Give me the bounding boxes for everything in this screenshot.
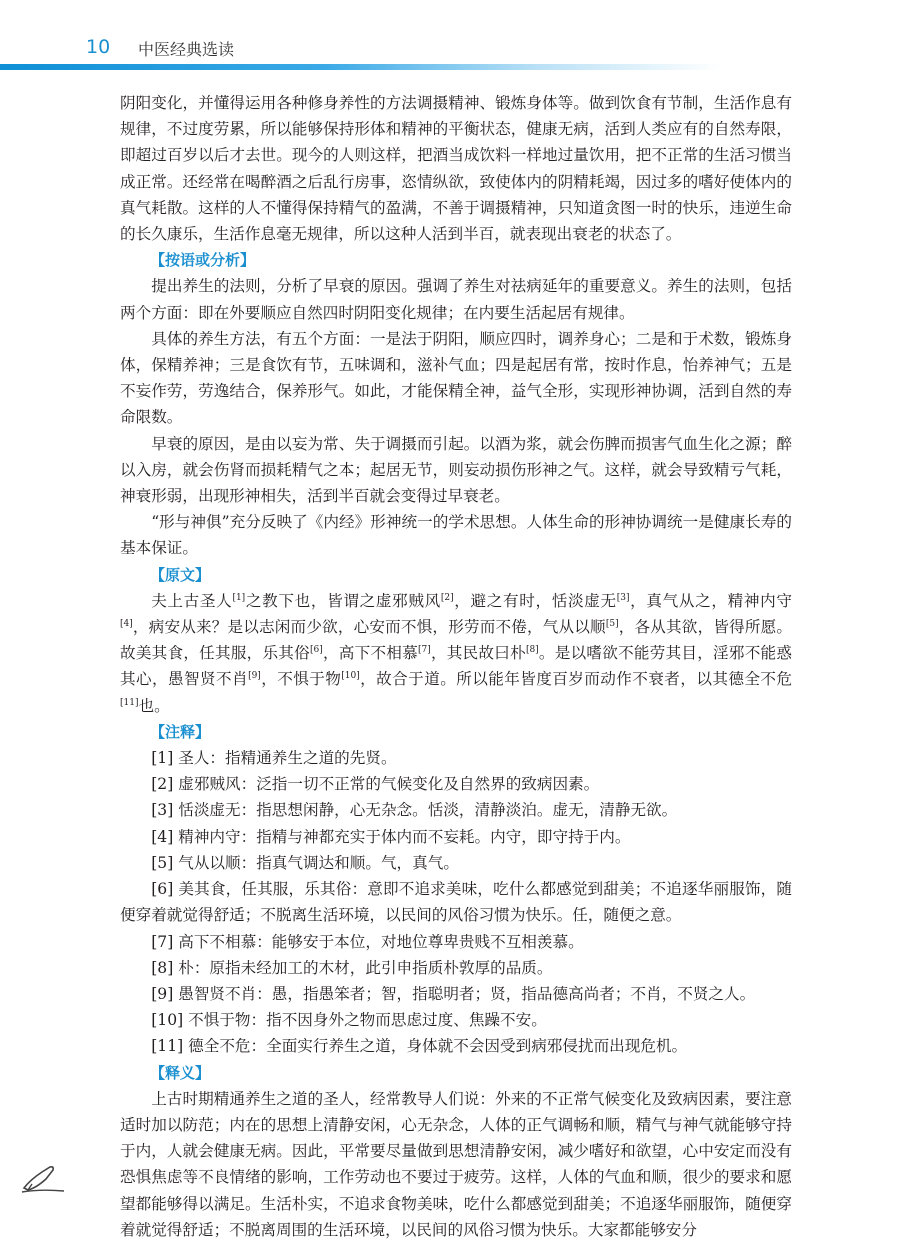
pen-nib-icon [20, 1162, 66, 1194]
footnote-ref: [3] [616, 592, 630, 603]
note-item: [2] 虚邪贼风：泛指一切不正常的气候变化及自然界的致病因素。 [151, 775, 600, 794]
note-item: [11] 德全不危：全面实行养生之道，身体就不会因受到病邪侵扰而出现危机。 [151, 1037, 688, 1056]
page-header [0, 0, 900, 72]
original-segment: ，高下不相慕 [322, 644, 418, 663]
page-content [120, 90, 792, 1243]
note-item: [9] 愚智贤不肖：愚，指愚笨者；智，指聪明者；贤，指品德高尚者；不肖，不贤之人。 [151, 984, 756, 1003]
interpretation-paragraph: 上古时期精通养生之道的圣人，经常教导人们说：外来的不正常气候变化及致病因素，要注意适时加以防范；内在的思想上清静安闲，心无杂念，人体的正气调畅和顺，精气与神气就能够守持于内，人就会健康无病。因此，平常要尽量做到思想清静安闲，减少嗜好和欲望，心中安定而没有恐惧焦虑等不良情绪的影响，工作劳动也不要过于疲劳。这样，人体的气血和顺，很少的要求和愿望都能够得以满足。生活朴实，不追求食物美味，吃什么都感觉到甜美；不追逐华丽服饰，随便穿着就觉得舒适；不脱离周围的生活环境，以民间的风俗习惯为快乐。大家都能够安分 [120, 1089, 792, 1239]
original-segment: 之教下也，皆谓之虚邪贼风 [245, 591, 441, 610]
note-item: [1] 圣人：指精通养生之道的先贤。 [151, 749, 397, 768]
footnote-ref: [4] [120, 618, 133, 629]
analysis-paragraph: “形与神俱”充分反映了《内经》形神统一的学术思想。人体生命的形神协调统一是健康长寿的基本保证。 [120, 513, 792, 558]
analysis-paragraph: 早衰的原因，是由以妄为常、失于调摄而引起。以酒为浆，就会伤脾而损害气血生化之源；醉以入房，就会伤肾而损耗精气之本；起居无节，则妄动损伤形神之气。这样，就会导致精亏气耗，神衰形弱，出现形神相失，活到半百就会变得过早衰老。 [120, 434, 792, 506]
original-text [120, 588, 792, 719]
analysis-heading: 【按语或分析】 [150, 251, 256, 270]
original-segment: ，真气从之，精神内守 [629, 591, 792, 610]
original-segment: ，避之有时，恬淡虚无 [453, 591, 617, 610]
footnote-ref: [10] [341, 671, 360, 682]
footnote-ref: [6] [309, 645, 323, 656]
page-number: 10 [86, 36, 111, 58]
original-segment: 。是以嗜欲不能劳其目，淫邪不能惑其心，愚智贤不肖 [120, 644, 792, 689]
original-segment: 夫上古圣人 [151, 591, 233, 610]
interpretation-heading: 【释义】 [150, 1063, 211, 1082]
note-item: [8] 朴：原指未经加工的木材，此引申指质朴敦厚的品质。 [151, 958, 553, 977]
footnote-ref: [5] [605, 618, 619, 629]
footnote-ref: [8] [525, 645, 539, 656]
original-segment: ，故合于道。所以能年皆度百岁而动作不衰者，以其德全不危 [359, 670, 792, 689]
original-segment: ，其民故曰朴 [430, 644, 526, 663]
footnote-ref: [2] [440, 592, 454, 603]
analysis-paragraph: 具体的养生方法，有五个方面：一是法于阴阳，顺应四时，调养身心；二是和于术数，锻炼身体，保精养神；三是食饮有节，五味调和，滋补气血；四是起居有常，按时作息，怡养神气；五是不妄作劳，劳逸结合，保养形气。如此，才能保精全神，益气全形，实现形神协调，活到自然的寿命限数。 [120, 329, 792, 427]
intro-paragraph: 阴阳变化，并懂得运用各种修身养性的方法调摄精神、锻炼身体等。做到饮食有节制，生活作息有规律，不过度劳累，所以能够保持形体和精神的平衡状态，健康无病，活到人类应有的自然寿限，即超过百岁以后才去世。现今的人则这样，把酒当成饮料一样地过量饮用，把不正常的生活习惯当成正常。还经常在喝醉酒之后乱行房事，恣情纵欲，致使体内的阴精耗竭，因过多的嗜好使体内的真气耗散。这样的人不懂得保持精气的盈满，不善于调摄精神，只知道贪图一时的快乐，违逆生命的长久康乐，生活作息毫无规律，所以这种人活到半百，就表现出衰老的状态了。 [120, 94, 792, 244]
footnote-ref: [7] [417, 645, 431, 656]
note-item: [5] 气从以顺：指真气调达和顺。气，真气。 [151, 853, 459, 872]
analysis-paragraph: 提出养生的法则，分析了早衰的原因。强调了养生对祛病延年的重要意义。养生的法则，包括两个方面：即在外要顺应自然四时阴阳变化规律；在内要生活起居有规律。 [120, 277, 792, 322]
header-accent-bar [0, 64, 720, 70]
note-item: [3] 恬淡虚无：指思想闲静，心无杂念。恬淡，清静淡泊。虚无，清静无欲。 [151, 801, 678, 820]
book-title: 中医经典选读 [138, 40, 235, 59]
footnote-ref: [9] [248, 671, 261, 682]
original-heading: 【原文】 [150, 565, 211, 584]
original-segment: ，不惧于物 [260, 670, 342, 689]
note-item: [10] 不惧于物：指不因身外之物而思虑过度、焦躁不安。 [151, 1011, 547, 1030]
original-segment: ，各从其欲，皆得所愿。故美其食，任其服，乐其俗 [120, 618, 792, 663]
note-item: [6] 美其食，任其服，乐其俗：意即不追求美味，吃什么都感觉到甜美；不追逐华丽服饰，随便穿着就觉得舒适；不脱离生活环境，以民间的风俗习惯为快乐。任，随便之意。 [120, 880, 792, 925]
original-segment: 也。 [138, 696, 170, 715]
original-segment: ，病安从来？是以志闲而少欲，心安而不惧，形劳而不倦，气从以顺 [132, 618, 606, 637]
note-item: [4] 精神内守：指精与神都充实于体内而不妄耗。内守，即守持于内。 [151, 827, 631, 846]
footnote-ref: [11] [120, 697, 139, 708]
notes-heading: 【注释】 [150, 722, 211, 741]
note-item: [7] 高下不相慕：能够安于本位，对地位尊卑贵贱不互相羡慕。 [151, 932, 584, 951]
footnote-ref: [1] [232, 592, 246, 603]
